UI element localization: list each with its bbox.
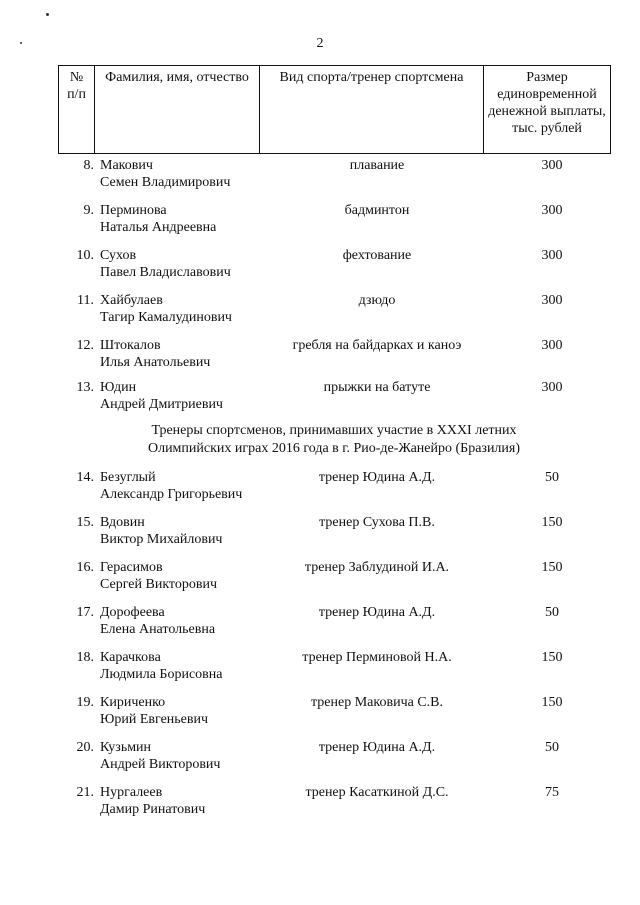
row-surname: Нургалеев [100, 785, 163, 800]
row-number: 16. [76, 560, 94, 575]
header-amount: Размер единовременной денежной выплаты, тыс. рублей [484, 66, 611, 154]
row-surname: Хайбулаев [100, 293, 163, 308]
row-sport: плавание [349, 158, 405, 173]
row-coach: тренер Касаткиной Д.С. [305, 785, 449, 800]
row-amount: 150 [541, 695, 563, 710]
row-given-name: Дамир Ринатович [100, 802, 206, 817]
row-given-name: Тагир Камалудинович [100, 310, 232, 325]
row-surname: Карачкова [100, 650, 161, 665]
row-coach: тренер Юдина А.Д. [318, 740, 436, 755]
row-coach: тренер Юдина А.Д. [318, 605, 436, 620]
row-surname: Перминова [100, 203, 167, 218]
row-surname: Безуглый [100, 470, 156, 485]
row-amount: 300 [541, 203, 563, 218]
row-coach: тренер Юдина А.Д. [318, 470, 436, 485]
row-given-name: Илья Анатольевич [100, 355, 211, 370]
row-given-name: Виктор Михайлович [100, 532, 223, 547]
section-heading [58, 422, 610, 458]
row-given-name: Елена Анатольевна [100, 622, 216, 637]
header-number: № п/п [59, 66, 95, 154]
row-sport: гребля на байдарках и каноэ [292, 338, 462, 353]
row-number: 20. [76, 740, 94, 755]
row-given-name: Наталья Андреевна [100, 220, 217, 235]
row-coach: тренер Маковича С.В. [311, 695, 443, 710]
row-number: 9. [83, 203, 94, 218]
row-number: 12. [76, 338, 94, 353]
row-given-name: Сергей Викторович [100, 577, 218, 592]
table-header [58, 65, 611, 154]
row-coach: тренер Перминовой Н.А. [302, 650, 452, 665]
row-amount: 50 [545, 605, 559, 620]
row-amount: 300 [541, 293, 563, 308]
page-number: 2 [316, 36, 324, 51]
row-number: 19. [76, 695, 94, 710]
row-sport: прыжки на батуте [323, 380, 431, 395]
row-number: 21. [76, 785, 94, 800]
row-amount: 300 [541, 158, 563, 173]
row-number: 18. [76, 650, 94, 665]
row-amount: 50 [545, 740, 559, 755]
row-amount: 50 [545, 470, 559, 485]
row-surname: Штокалов [100, 338, 161, 353]
row-given-name: Семен Владимирович [100, 175, 231, 190]
row-surname: Кузьмин [100, 740, 152, 755]
row-number: 14. [76, 470, 94, 485]
row-surname: Дорофеева [100, 605, 165, 620]
row-surname: Кириченко [100, 695, 166, 710]
row-number: 17. [76, 605, 94, 620]
row-number: 13. [76, 380, 94, 395]
row-surname: Юдин [100, 380, 137, 395]
row-given-name: Юрий Евгеньевич [100, 712, 209, 727]
row-given-name: Павел Владиславович [100, 265, 231, 280]
row-surname: Вдовин [100, 515, 145, 530]
header-name: Фамилия, имя, отчество [95, 66, 260, 154]
row-coach: тренер Заблудиной И.А. [304, 560, 450, 575]
row-given-name: Андрей Дмитриевич [100, 397, 223, 412]
row-sport: бадминтон [344, 203, 410, 218]
row-number: 10. [76, 248, 94, 263]
row-number: 11. [77, 293, 94, 308]
row-surname: Герасимов [100, 560, 163, 575]
row-amount: 150 [541, 560, 563, 575]
row-given-name: Александр Григорьевич [100, 487, 243, 502]
row-sport: фехтование [342, 248, 412, 263]
row-number: 15. [76, 515, 94, 530]
row-amount: 150 [541, 650, 563, 665]
row-amount: 300 [541, 248, 563, 263]
row-amount: 75 [545, 785, 559, 800]
row-surname: Макович [100, 158, 153, 173]
section-heading-line: Олимпийских играх 2016 года в г. Рио-де-Жанейро (Бразилия) [147, 441, 521, 456]
scan-speck [46, 13, 49, 16]
row-coach: тренер Сухова П.В. [319, 515, 435, 530]
row-amount: 150 [541, 515, 563, 530]
row-number: 8. [83, 158, 94, 173]
row-surname: Сухов [100, 248, 137, 263]
header-sport: Вид спорта/тренер спортсмена [260, 66, 484, 154]
row-given-name: Людмила Борисовна [100, 667, 223, 682]
row-amount: 300 [541, 338, 563, 353]
section-heading-line: Тренеры спортсменов, принимавших участие в XXXI летних [151, 423, 517, 438]
row-amount: 300 [541, 380, 563, 395]
row-given-name: Андрей Викторович [100, 757, 221, 772]
row-sport: дзюдо [358, 293, 396, 308]
